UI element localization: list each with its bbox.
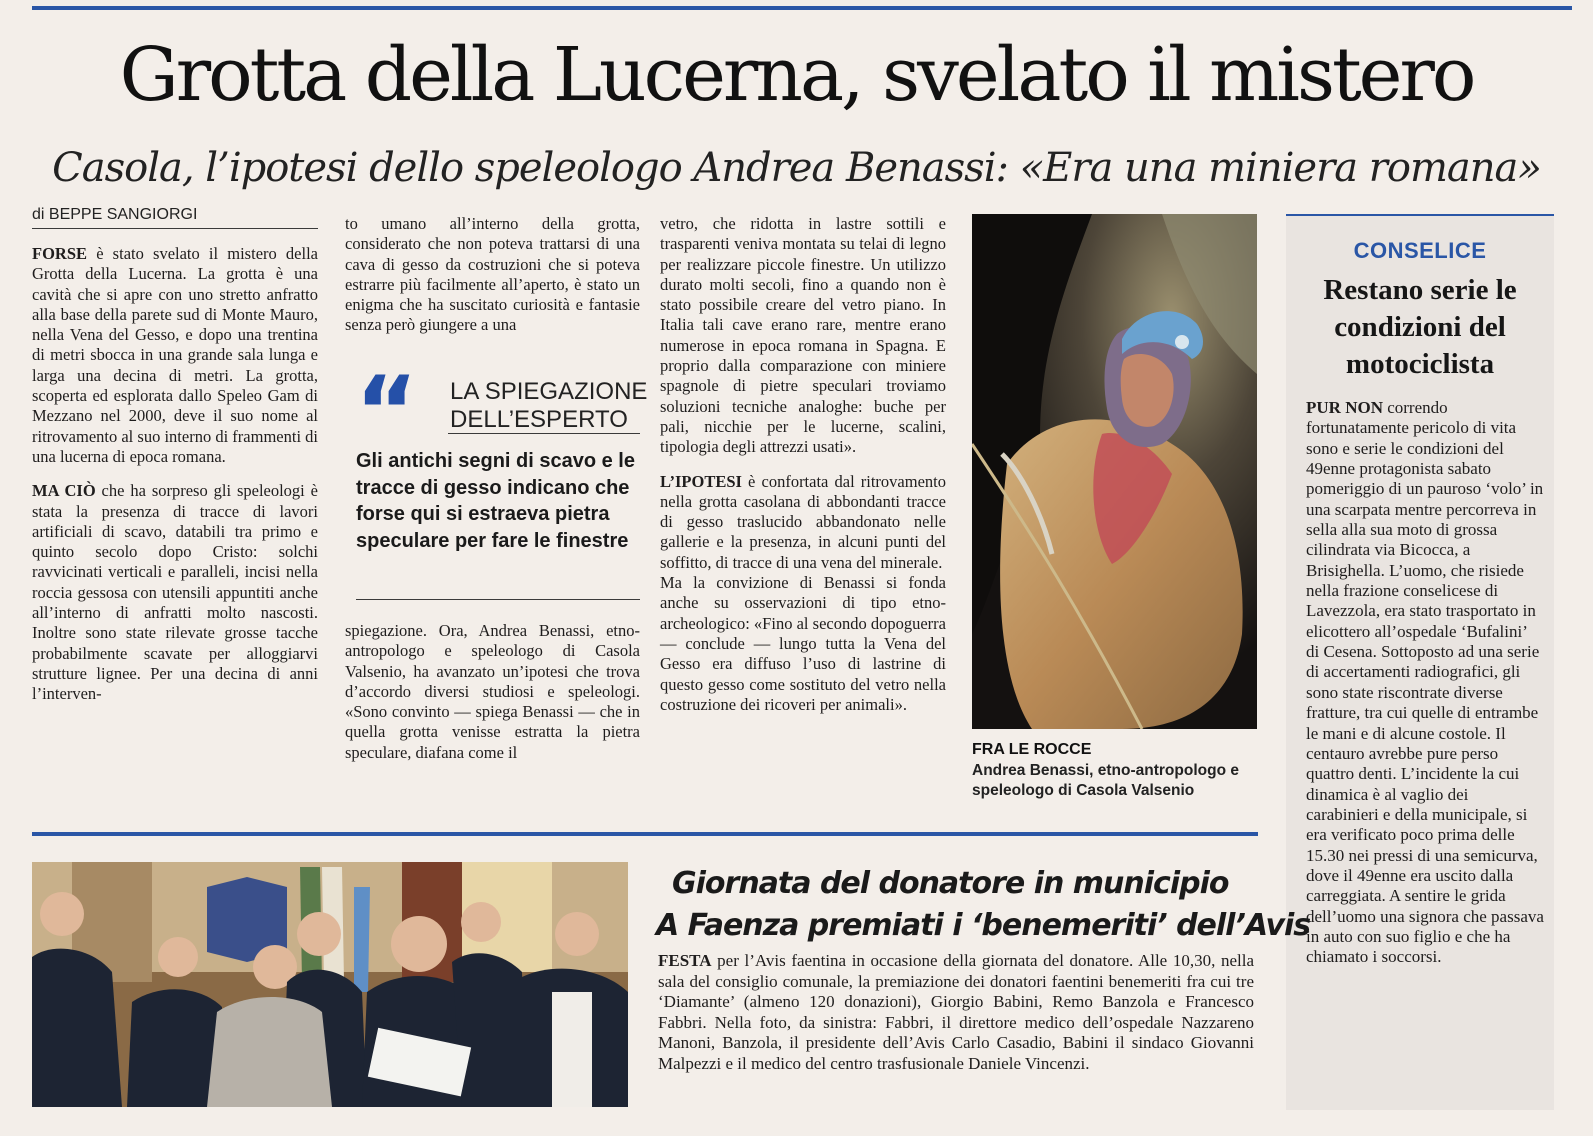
lead-in: FESTA (658, 951, 712, 970)
sidebar-title: Restano serie le condizioni del motociclista (1323, 274, 1517, 380)
photo-caption-text: Andrea Benassi, etno-antropologo e speleologo di Casola Valsenio (972, 762, 1239, 799)
photo-caption-heading: FRA LE ROCCE (972, 741, 1092, 758)
paragraph-text: è stato svelato il mistero della Grotta della Lucerna. La grotta è una cavità che si apre con uno stretto anfratto alla base della parete sud di Monte Mauro, nella Vena del Gesso, e dopo una trentina di metri sbocca in una grande sala lunga e larga una decina di metri. La grotta, scoperta ed esplorata dallo Speleo Gam di Mezzano nel 2000, deve il suo nome al ritrovamento al suo interno di frammenti di una lucerna di epoca romana. (32, 244, 318, 466)
byline-rule (32, 228, 318, 229)
lead-in: PUR NON (1306, 398, 1383, 417)
sidebar-body (1306, 398, 1544, 968)
pullquote-title-line: DELL’ESPERTO (450, 406, 628, 433)
sidebar-text: correndo fortunatamente pericolo di vita sono e serie le condizioni del 49enne protagonista sabato pomeriggio di un pauroso ‘volo’ in una scarpata mentre percorreva in sella alla sua moto di grossa cilindrata via Bicocca, a Brisighella. L’uomo, che risiede nella frazione conselicese di Lavezzola, era stato trasportato in elicottero all’ospedale ‘Bufalini’ di Cesena. Sottoposto ad una serie di accertamenti radiografici, gli sono state riscontrate diverse fratture, tra cui quelle di entrambe le mani e di alcune costole. Il centauro avrebbe pure perso quattro denti. L’incidente la cui dinamica è al vaglio dei carabinieri e della municipale, si era verificato poco prima delle 15.30 nei pressi di una semicurva, dove il 49enne era uscito dalla carreggiata. A sentire le grida dell’uomo una signora che passava in auto con suo figlio e che ha chiamato i soccorsi. (1306, 398, 1544, 967)
paragraph-text: to umano all’interno della grotta, considerato che non poteva trattarsi di una cava di gesso da costruzioni che si poteva estrarre più facilmente all’aperto, è stato un enigma che ha suscitato curiosità e fantasie senza però giungere a una (345, 214, 640, 335)
pullquote-text: Gli antichi segni di scavo e le tracce di gesso indicano che forse qui si estraeva pietra speculare per fare le finestre (356, 450, 635, 552)
byline: di BEPPE SANGIORGI (32, 206, 198, 223)
paragraph (660, 472, 946, 573)
article-column-3 (660, 214, 946, 729)
article-subheadline: Casola, l’ipotesi dello speleologo Andrea Benassi: «Era una miniera romana» (52, 145, 1541, 191)
paragraph-text: è confortata dal ritrovamento nella grotta casolana di abbondanti tracce di gesso traslucido abbandonato nelle gallerie e la presenza, in alcuni punti del soffitto, di tracce di una vena del minerale. (660, 471, 946, 572)
lead-in: L’IPOTESI (660, 471, 742, 491)
sidebar-kicker: CONSELICE (1353, 238, 1487, 263)
paragraph-text: che ha sorpreso gli speleologi è stata la presenza di tracce di lavori artificiali di scavo, databili tra primo e quinto secolo dopo Cristo: solchi ravvicinati verticali e paralleli, incisi nella roccia gessosa con utensili appuntiti anche all’interno di anfratti molto nascosti. Inoltre sono state rilevate grosse tacche probabilmente scavate per alloggiarvi strutture lignee. Per una decina di anni l’interven- (32, 481, 318, 704)
article-column-2-top (345, 214, 640, 350)
award-group-photo-illustration (32, 862, 628, 1107)
article-column-2-bottom (345, 621, 640, 777)
pullquote-title-line: LA SPIEGAZIONE (450, 378, 648, 405)
bottom-headline-line-1: Giornata del donatore in municipio (672, 866, 1229, 901)
award-group-photo (32, 862, 628, 1107)
bottom-headline-line-2: A Faenza premiati i ‘benemeriti’ dell’Avis (656, 908, 1311, 943)
article-headline: Grotta della Lucerna, svelato il mistero (119, 32, 1474, 118)
bottom-story-text: per l’Avis faentina in occasione della giornata del donatore. Alle 10,30, nella sala del consiglio comunale, la premiazione dei donatori faentini benemeriti fra cui tre ‘Diamante’ (almeno 120 donazioni), Giorgio Babini, Remo Banzola e Francesco Fabbri. Nella foto, da sinistra: Fabbri, il direttore medico dell’ospedale Nazzareno Manoni, Banzola, il presidente dell’Avis Carlo Casadio, Babini il sindaco Giovanni Malpezzi e il medico del centro trasfusionale Daniele Vincenzi. (658, 951, 1254, 1073)
quote-mark-icon: “ (355, 356, 405, 468)
article-column-1 (32, 244, 318, 719)
bottom-section-rule (32, 832, 1258, 836)
pullquote-title (450, 378, 647, 434)
pullquote-rule-bottom (356, 599, 640, 600)
caver-photo-illustration (972, 214, 1257, 729)
paragraph (32, 244, 318, 467)
paragraph-text: spiegazione. Ora, Andrea Benassi, etno-antropologo e speleologo di Casola Valsenio, ha avanzato un’ipotesi che trova d’accordo diversi studiosi e speleologi. «Sono convinto — spiega Benassi — che in quella grotta venisse estratta la pietra speculare, diafana come il (345, 621, 640, 762)
paragraph (32, 481, 318, 704)
paragraph-text: vetro, che ridotta in lastre sottili e trasparenti veniva montata su telai di legno per realizzare piccole finestre. Un utilizzo durato molti secoli, fino a quando non è stato possibile creare del vetro piano. In Italia tali cave erano rare, mentre erano numerose in epoca romana in Spagna. E proprio dalla comparazione con miniere spagnole di pietre speculari troviamo soluzioni tecniche analoghe: buche per pali, nicchie per le lucerne, scalini, tipologia degli attrezzi usati». (660, 214, 946, 457)
lead-in: FORSE (32, 244, 88, 263)
top-rule (32, 6, 1572, 10)
bottom-story-body (658, 951, 1254, 1074)
paragraph-text: Ma la convizione di Benassi si fonda anche su osservazioni di tipo etno-archeologico: «Fino al secondo dopoguerra — conclude — lungo tutta la Vena del Gesso era diffuso l’uso di lastrine di questo gesso come sostituto del vetro nella costruzione dei ricoveri per animali». (660, 573, 946, 714)
caver-photo (972, 214, 1257, 729)
lead-in: MA CIÒ (32, 481, 96, 501)
